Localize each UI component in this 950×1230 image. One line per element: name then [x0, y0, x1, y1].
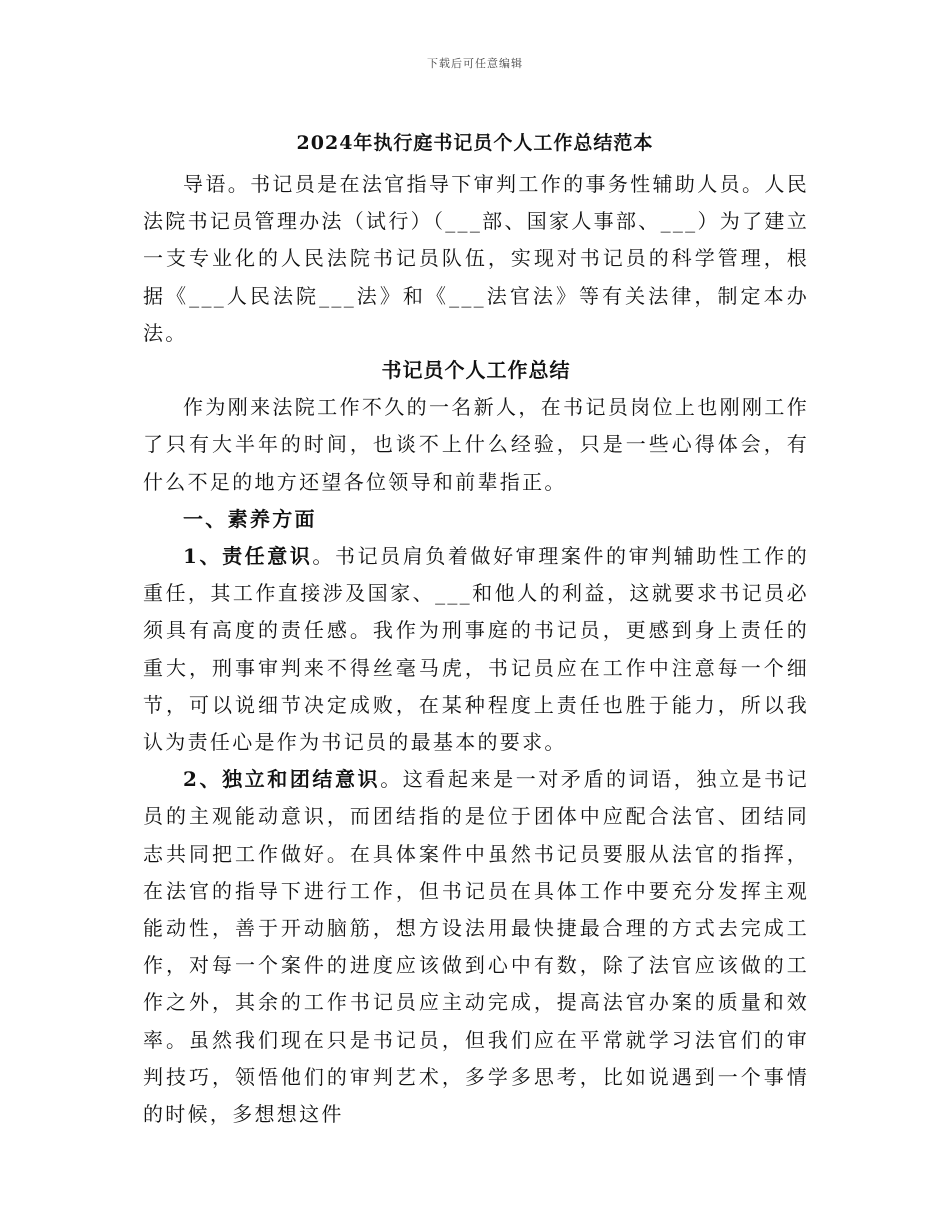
- item-responsibility-text: 。书记员肩负着做好审理案件的审判辅助性工作的重任，其工作直接涉及国家、___和他人的利益，这就要求书记员必须具有高度的责任感。我作为刑事庭的书记员，更感到身上责任的重大，刑事审判来不得丝毫马虎，书记员应在工作中注意每一个细节，可以说细节决定成败，在某种程度上责任也胜于能力，所以我认为责任心是作为书记员的最基本的要求。: [143, 544, 809, 755]
- download-note: 下载后可任意编辑: [427, 57, 523, 70]
- item-independence-lead: 2、独立和团结意识: [183, 767, 381, 792]
- document-body: [143, 166, 809, 1133]
- document-title: 2024年执行庭书记员个人工作总结范本: [296, 132, 654, 154]
- item-independence-unity: [143, 761, 809, 1133]
- item-independence-text: 。这看起来是一对矛盾的词语，独立是书记员的主观能动意识，而团结指的是位于团体中应配合法官、团结同志共同把工作做好。在具体案件中虽然书记员要服从法官的指挥，在法官的指导下进行工作，但书记员在具体工作中要充分发挥主观能动性，善于开动脑筋，想方设法用最快捷最合理的方式去完成工作，对每一个案件的进度应该做到心中有数，除了法官应该做的工作之外，其余的工作书记员应主动完成，提高法官办案的质量和效率。虽然我们现在只是书记员，但我们应在平常就学习法官们的审判技巧，领悟他们的审判艺术，多学多思考，比如说遇到一个事情的时候，多想想这件: [143, 767, 810, 1127]
- item-responsibility: [143, 538, 809, 761]
- section-title: 书记员个人工作总结: [381, 358, 571, 383]
- opening-paragraph: 作为刚来法院工作不久的一名新人，在书记员岗位上也刚刚工作了只有大半年的时间，也谈不上什么经验，只是一些心得体会，有什么不足的地方还望各位领导和前辈指正。: [143, 395, 809, 494]
- item-responsibility-lead: 1、责任意识: [183, 544, 313, 569]
- heading-literacy: 一、素养方面: [183, 506, 317, 531]
- intro-paragraph: 导语。书记员是在法官指导下审判工作的事务性辅助人员。人民法院书记员管理办法（试行）（___部、国家人事部、___）为了建立一支专业化的人民法院书记员队伍，实现对书记员的科学管理，根据《___人民法院___法》和《___法官法》等有关法律，制定本办法。: [143, 172, 809, 345]
